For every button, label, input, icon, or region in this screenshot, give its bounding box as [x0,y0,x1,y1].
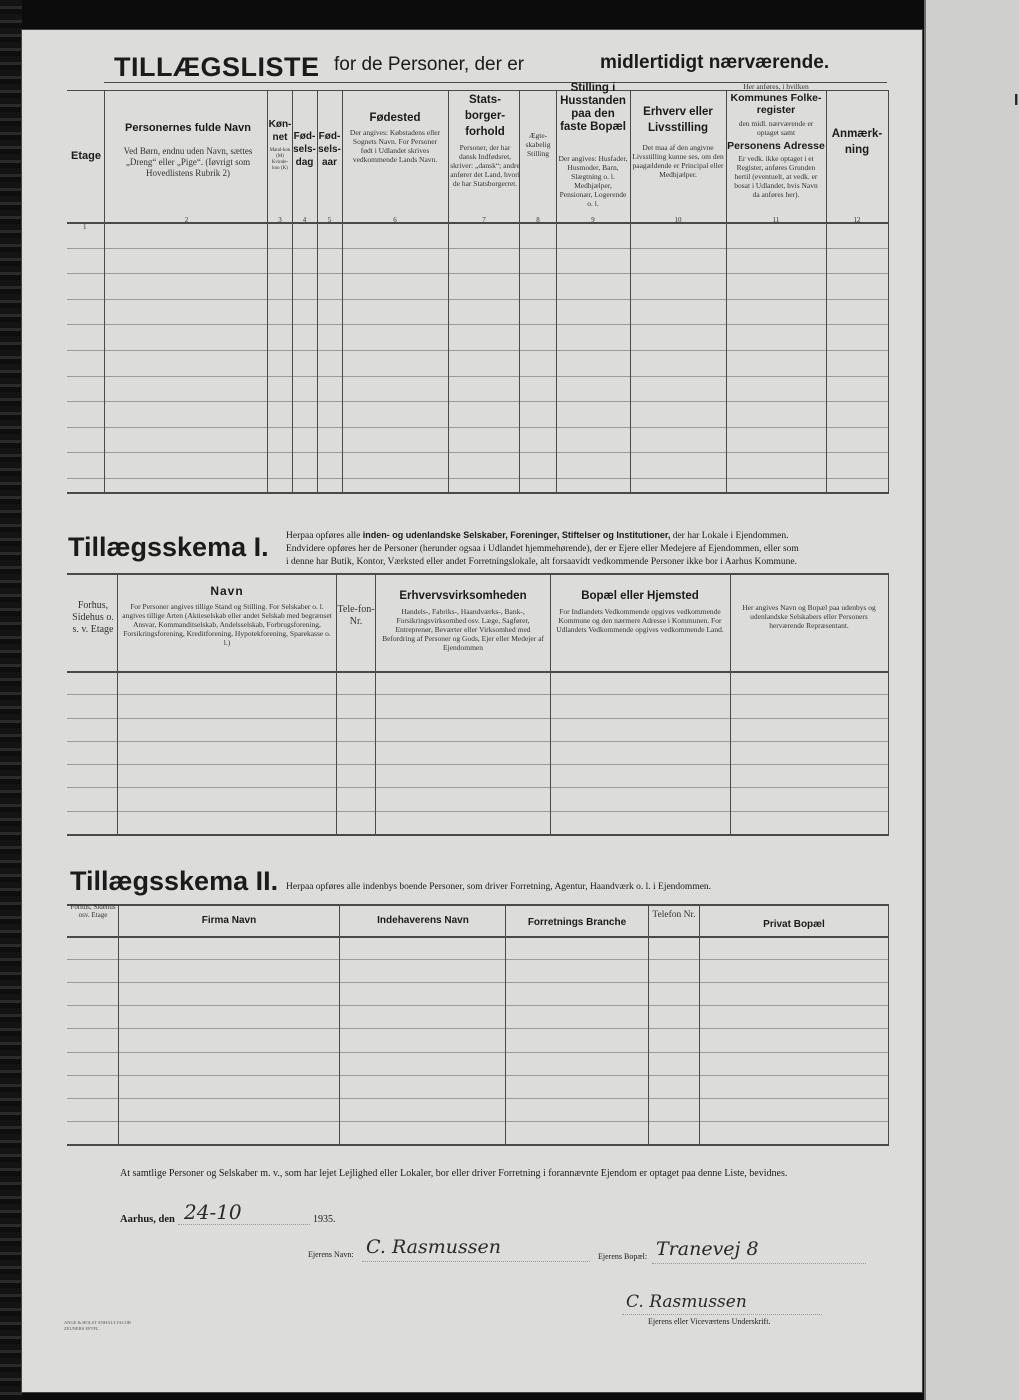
row-line [67,478,888,479]
rule [67,1144,889,1146]
skema1-col-navn: Navn [210,584,244,598]
year: 1935. [313,1214,336,1225]
skema1-col-erhverv-sub: Handels-, Fabriks-, Haandværks-, Bank-, Forsikringsvirksomhed osv. Læge, Sagfører, Entreprenør, Beværter eller Virksomhed med Befordring af Personer og Gods, Ejer eller Medejer af Ejendommen [382,607,544,652]
col-marital-sub: Ægte-skabelig Stilling [525,131,551,158]
skema2-col-tlf: Telefon Nr. [652,910,696,920]
col-number: 7 [482,216,486,224]
book-spine [0,0,22,1400]
col-birthplace-header: Fødested [369,112,421,124]
skema1-intro-a: Herpaa opføres alle [286,531,361,541]
row-line [67,1075,888,1076]
row-line [67,1121,888,1122]
skema1-col-tlf: Tele-fon-Nr. [337,604,375,627]
owner-name-signature: C. Rasmussen [366,1236,501,1258]
row-line [67,350,888,351]
row-line [67,1005,888,1006]
row-line [67,959,888,960]
row-line [67,299,888,300]
skema1-col-navn-sub: For Personer angives tillige Stand og Stilling. For Selskaber o. l. angives tillige Arten (Aktieselskab eller andet Selskab med begrænset Ansvar, Kommanditselskab, Andelsselskab, Forbrugsforening, Forsikringsforening, Kreditforening, Hypotekforening, Sparekasse o. l.) [122,602,332,647]
skema1-intro [286,529,896,569]
col-number: 11 [772,216,780,224]
skema2-col-firma: Firma Navn [201,915,257,926]
row-line [67,427,888,428]
main-title: TILLÆGSLISTE [114,52,320,82]
date-handwritten: 24-10 [184,1200,242,1224]
column-divider [888,904,889,1145]
row-line [67,1052,888,1053]
printer-imprint: ANGE & HOLST ANHALT JACOB ZEUNERS EFTFL [64,1320,131,1331]
rule [67,936,889,938]
skema1-col-erhverv: Erhvervsvirksomheden [399,590,527,602]
row-line [67,1028,888,1029]
col-number: 4 [302,216,307,224]
skema1-col-etage: Forhus, Sidehus o. s. v. Etage [72,600,114,635]
date-line [178,1224,310,1225]
owner-address-handwritten: Tranevej 8 [656,1238,759,1260]
column-divider [888,90,889,493]
column-divider [630,90,631,493]
col-register-sub: Er vedk. ikke optaget i et Register, anføres Grunden hertil (eventuelt, at vedk. er bosat i Udlandet, hvis Navn da anføres her). [734,154,818,199]
column-divider [267,90,268,493]
rule [67,671,889,673]
skema1-intro-b: inden- og udenlandske Selskaber, Foreninger, Stiftelser og Institutioner, [362,530,671,540]
skema2-col-etage: Forhus, Sidehus osv. Etage [70,903,116,919]
col-register-header: Kommunes Folke-register [730,92,822,116]
col-birthyear-header: Fød-sels-aar [318,131,341,168]
col-register-sub-mid: den midl. nærværende er optaget samt [738,119,814,137]
col-number: 12 [853,216,861,224]
col-gender-header: Køn-net [268,119,292,143]
owner-address-label: Ejerens Bopæl: [598,1252,648,1261]
col-citizenship-sub: Personer, der har dansk Indfødsret, skriver: „dansk“; andre anfører det Land, hvori de har Statsborgerret. [450,143,520,188]
rule [67,834,889,836]
row-line [67,1098,888,1099]
rule [67,573,889,575]
col-address-header: Personens Adresse [727,140,825,152]
col-name-sub: Ved Børn, endnu uden Navn, sættes „Dreng“ eller „Pige“. (Iøvrigt som Hovedlistens Rubrik 2) [123,146,253,178]
adjacent-page: I [924,0,1019,1400]
column-divider [505,904,506,1145]
skema2-intro: Herpaa opføres alle indenbys boende Personer, som driver Forretning, Agentur, Haandværk o. l. i Ejendommen. [286,882,712,892]
skema1-intro-line2: Endvidere opføres her de Personer (herunder ogsaa i Udlandet hjemmehørende), der er Ejere eller Medejere af Ejendommen, eller som [286,544,799,554]
signature: C. Rasmussen [626,1292,747,1312]
col-number: 10 [674,216,682,224]
skema1-title: Tillægsskema I. [68,532,269,562]
column-divider [888,573,889,835]
col-number: 3 [278,216,282,224]
col-name-header: Personernes fulde Navn [125,122,251,134]
rule [67,904,889,906]
col-number: 5 [327,216,332,224]
skema1-col-rep: Her angives Navn og Bopæl paa udenbys og udenlandske Selskabers eller Personers herværende Repræsentant. [742,603,876,630]
col-gender-sub: Mand-kon (M) Kvinde-kon (K) [269,148,291,171]
skema2-col-bopael: Privat Bopæl [763,919,825,930]
row-line [67,452,888,453]
place-label: Aarhus, den [120,1214,175,1225]
col-household-sub: Der angives: Husfader, Husmoder, Barn, Slægtning o. l. Medhjælper, Pensionær, Logerende o. l. [558,154,628,208]
col-birthday-header: Fød-sels-dag [293,131,316,168]
column-divider [339,904,340,1145]
signature-label: Ejerens eller Viceværtens Underskrift. [648,1317,771,1326]
col-number: 9 [591,216,595,224]
column-divider [448,90,449,493]
form-page [22,30,922,1392]
column-divider [118,904,119,1145]
main-title-emphasis: midlertidigt nærværende. [600,52,830,73]
row-line [67,248,888,249]
owner-address-line [652,1263,866,1264]
row-line [67,401,888,402]
col-remark-header: Anmærk-ning [831,128,883,156]
column-divider [699,904,700,1145]
col-etage-header: Etage [71,150,101,162]
rule [67,492,889,494]
row-line [67,787,888,788]
skema1-intro-c: der har Lokale i Ejendommen. [672,531,789,541]
row-line [67,324,888,325]
row-line [67,741,888,742]
row-line [67,376,888,377]
col-birthplace-sub: Der angives: Købstadens eller Sognets Navn. For Personer født i Udlandet skrives vedkommende Lands Navn. [349,128,441,164]
col-number: 1 [83,223,87,231]
col-number: 2 [184,216,189,224]
skema2-col-indehaver: Indehaverens Navn [377,915,469,926]
col-register-sub-top: Her anføres, i hvilken [743,82,809,91]
column-divider [342,90,343,493]
skema2-title: Tillægsskema II. [70,866,279,896]
declaration: At samtlige Personer og Selskaber m. v., som har lejet Lejlighed eller Lokaler, bor eller driver Forretning i forannævnte Ejendom er optaget paa denne Liste, bevidnes. [120,1168,788,1179]
skema1-intro-line3: i denne har Butik, Kontor, Værksted eller andet Forretningslokale, alt forsaavidt vedkommende Personer ikke bor i Aarhus Kommune. [286,557,798,567]
row-line [67,982,888,983]
column-divider [730,573,731,835]
col-number: 6 [393,216,397,224]
row-line [67,273,888,274]
col-citizenship-header: Stats-borger-forhold [464,94,506,138]
column-divider [375,573,376,835]
row-line [67,811,888,812]
skema1-col-bopael: Bopæl eller Hjemsted [581,590,699,602]
col-occupation-header: Erhverv eller Livsstilling [643,106,713,134]
owner-name-line [362,1261,590,1262]
main-title-rest: for de Personer, der er [334,54,525,75]
row-line [67,718,888,719]
signature-line [622,1314,822,1315]
skema2-col-branche: Forretnings Branche [527,917,627,928]
column-divider [556,90,557,493]
col-household-header: Stilling i Husstanden paa den faste Bopæl [560,82,626,133]
row-line [67,764,888,765]
column-divider [648,904,649,1145]
skema1-col-bopael-sub: For Indlandets Vedkommende opgives vedkommende Kommune og den nærmere Adresse i Kommunen. For Udlandets Vedkommende opgives vedkommende Land. [556,607,724,634]
row-line [67,694,888,695]
column-divider [550,573,551,835]
col-occupation-sub: Det maa af den angivne Livsstilling kunne ses, om den paagældende er Principal eller Medhjælper. [632,143,724,179]
col-number: 8 [536,216,540,224]
owner-name-label: Ejerens Navn: [308,1250,354,1259]
